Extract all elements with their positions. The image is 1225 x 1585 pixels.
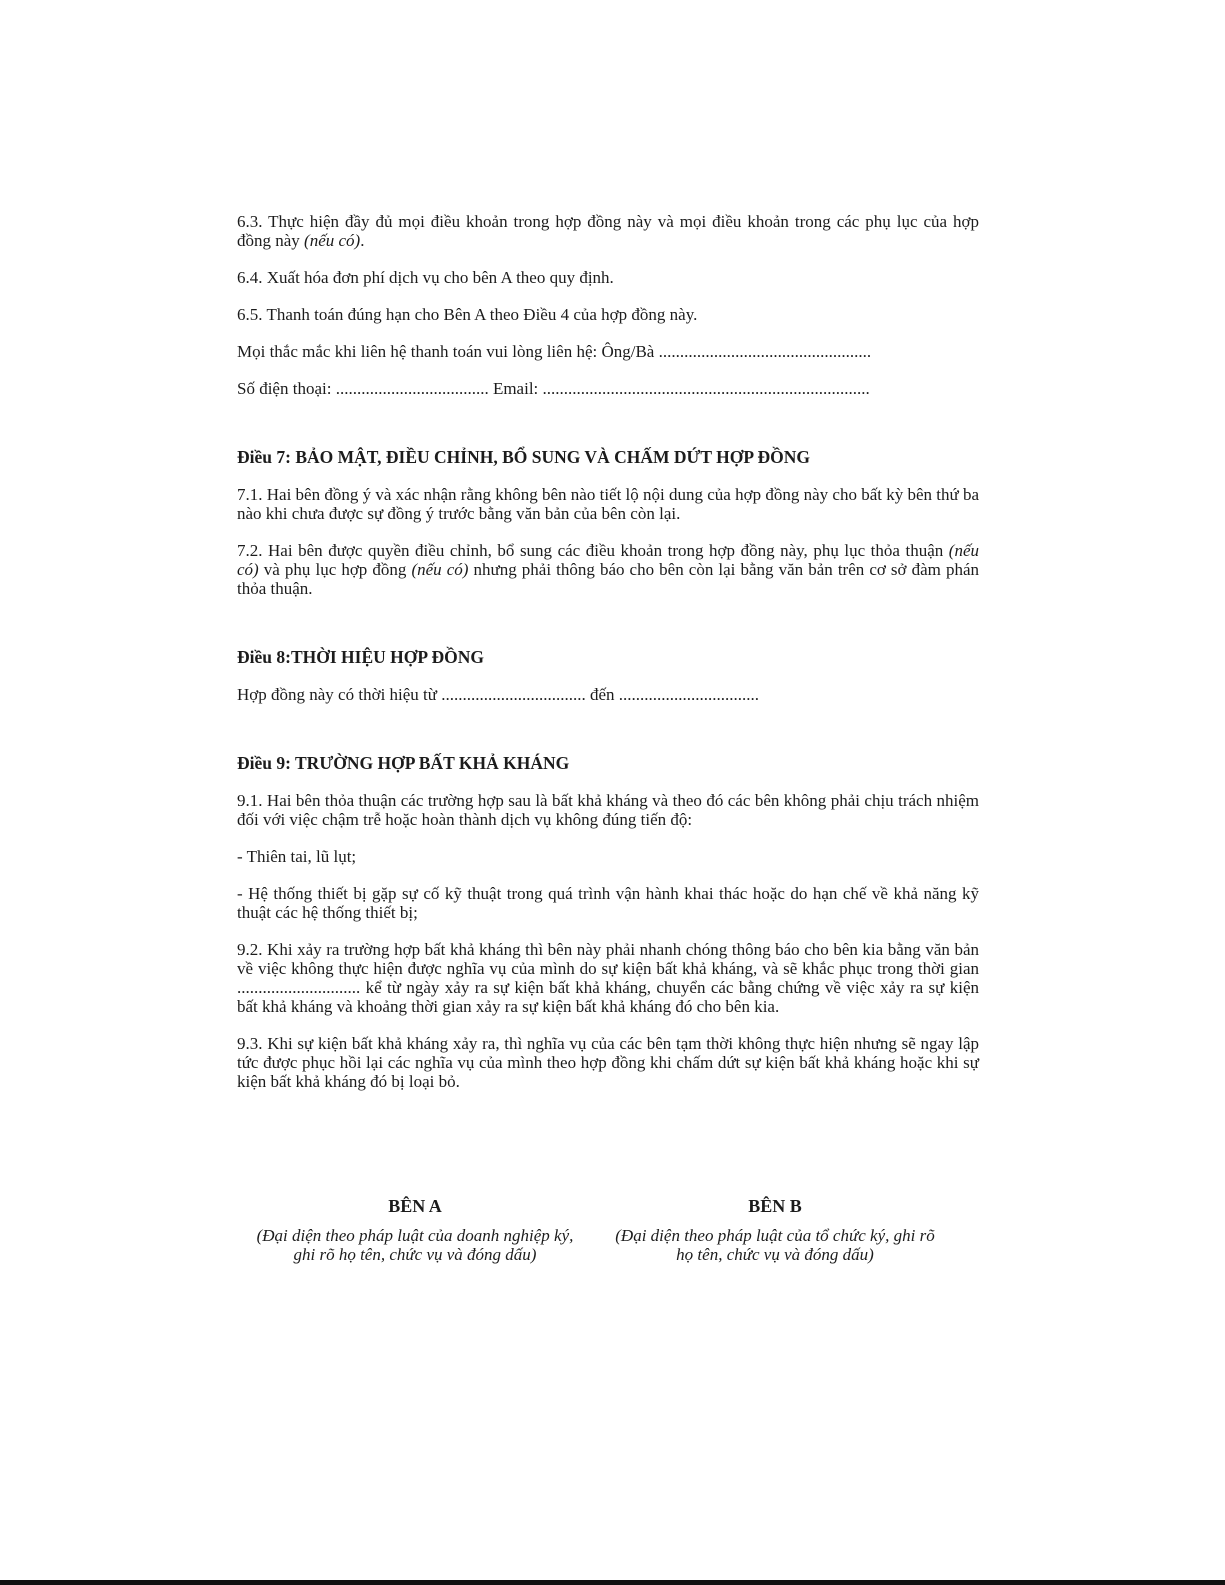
party-a-title: BÊN A (388, 1196, 442, 1216)
clause-8-text: Hợp đồng này có thời hiệu từ .................................. đến ................................. (237, 685, 760, 704)
clause-7-heading: Điều 7: BẢO MẬT, ĐIỀU CHỈNH, BỔ SUNG VÀ CHẤM DỨT HỢP ĐỒNG (237, 447, 810, 467)
clause-9-heading: Điều 9: TRƯỜNG HỢP BẤT KHẢ KHÁNG (237, 753, 570, 773)
signature-section (245, 1197, 945, 1264)
clause-6-4: 6.4. Xuất hóa đơn phí dịch vụ cho bên A theo quy định. (237, 268, 614, 287)
clause-7-2-note-2: (nếu có) (411, 560, 469, 579)
clause-6-3-note: (nếu có) (304, 231, 361, 250)
party-b-note: (Đại diện theo pháp luật của tổ chức ký, ghi rõ họ tên, chức vụ và đóng dấu) (615, 1226, 935, 1264)
clause-7-2 (237, 541, 979, 598)
clause-6-5: 6.5. Thanh toán đúng hạn cho Bên A theo Điều 4 của hợp đồng này. (237, 305, 698, 324)
clause-9-2: 9.2. Khi xảy ra trường hợp bất khả kháng thì bên này phải nhanh chóng thông báo cho bên kia bằng văn bản về việc không thực hiện được nghĩa vụ của mình do sự kiện bất khả kháng, và sẽ khắc phục trong thời gian ............................. kể từ ngày xảy ra sự kiện bất khả kháng, chuyển các bằng chứng về việc xảy ra sự kiện bất khả kháng và khoảng thời gian xảy ra sự kiện bất khả kháng đó cho bên kia. (237, 940, 979, 1016)
phone-email-line: Số điện thoại: .................................... Email: ............................................................................. (237, 379, 870, 398)
clause-8-heading: Điều 8:THỜI HIỆU HỢP ĐỒNG (237, 647, 484, 667)
clause-7-1: 7.1. Hai bên đồng ý và xác nhận rằng không bên nào tiết lộ nội dung của hợp đồng này cho bất kỳ bên thứ ba nào khi chưa được sự đồng ý trước bằng văn bản của bên còn lại. (237, 485, 979, 523)
party-b-signature (605, 1197, 945, 1264)
clause-7-2-text-b: và phụ lục hợp đồng (258, 560, 412, 579)
party-a-note: (Đại diện theo pháp luật của doanh nghiệp ký, ghi rõ họ tên, chức vụ và đóng dấu) (256, 1226, 574, 1264)
clause-7-2-text-a: 7.2. Hai bên được quyền điều chỉnh, bổ sung các điều khoản trong hợp đồng này, phụ lục thỏa thuận (237, 541, 949, 560)
clause-9-3: 9.3. Khi sự kiện bất khả kháng xảy ra, thì nghĩa vụ của các bên tạm thời không thực hiện nhưng sẽ ngay lập tức được phục hồi lại các nghĩa vụ của mình theo hợp đồng khi chấm dứt sự kiện bất khả kháng hoặc khi sự kiện bất khả kháng đó bị loại bỏ. (237, 1034, 979, 1091)
clause-7-2-note-1: (nếu có) (237, 541, 979, 579)
clause-9-bullet-1: - Thiên tai, lũ lụt; (237, 847, 357, 866)
bottom-scan-edge (0, 1580, 1225, 1585)
payment-contact-line: Mọi thắc mắc khi liên hệ thanh toán vui lòng liên hệ: Ông/Bà .................................................. (237, 342, 872, 361)
document-page (237, 212, 979, 1109)
clause-6-3 (237, 212, 979, 250)
clause-7-2-text-c: nhưng phải thông báo cho bên còn lại bằng văn bản trên cơ sở đàm phán thỏa thuận. (237, 560, 979, 598)
clause-6-3-text: 6.3. Thực hiện đầy đủ mọi điều khoản trong hợp đồng này và mọi điều khoản trong các phụ lục của hợp đồng này (237, 212, 979, 250)
clause-6-3-end: . (360, 231, 365, 250)
clause-9-bullet-2: - Hệ thống thiết bị gặp sự cố kỹ thuật trong quá trình vận hành khai thác hoặc do hạn chế về khả năng kỹ thuật các hệ thống thiết bị; (237, 884, 979, 922)
clause-9-1: 9.1. Hai bên thỏa thuận các trường hợp sau là bất khả kháng và theo đó các bên không phải chịu trách nhiệm đối với việc chậm trễ hoặc hoàn thành dịch vụ không đúng tiến độ: (237, 791, 979, 829)
party-b-title: BÊN B (748, 1196, 802, 1216)
party-a-signature (245, 1197, 585, 1264)
